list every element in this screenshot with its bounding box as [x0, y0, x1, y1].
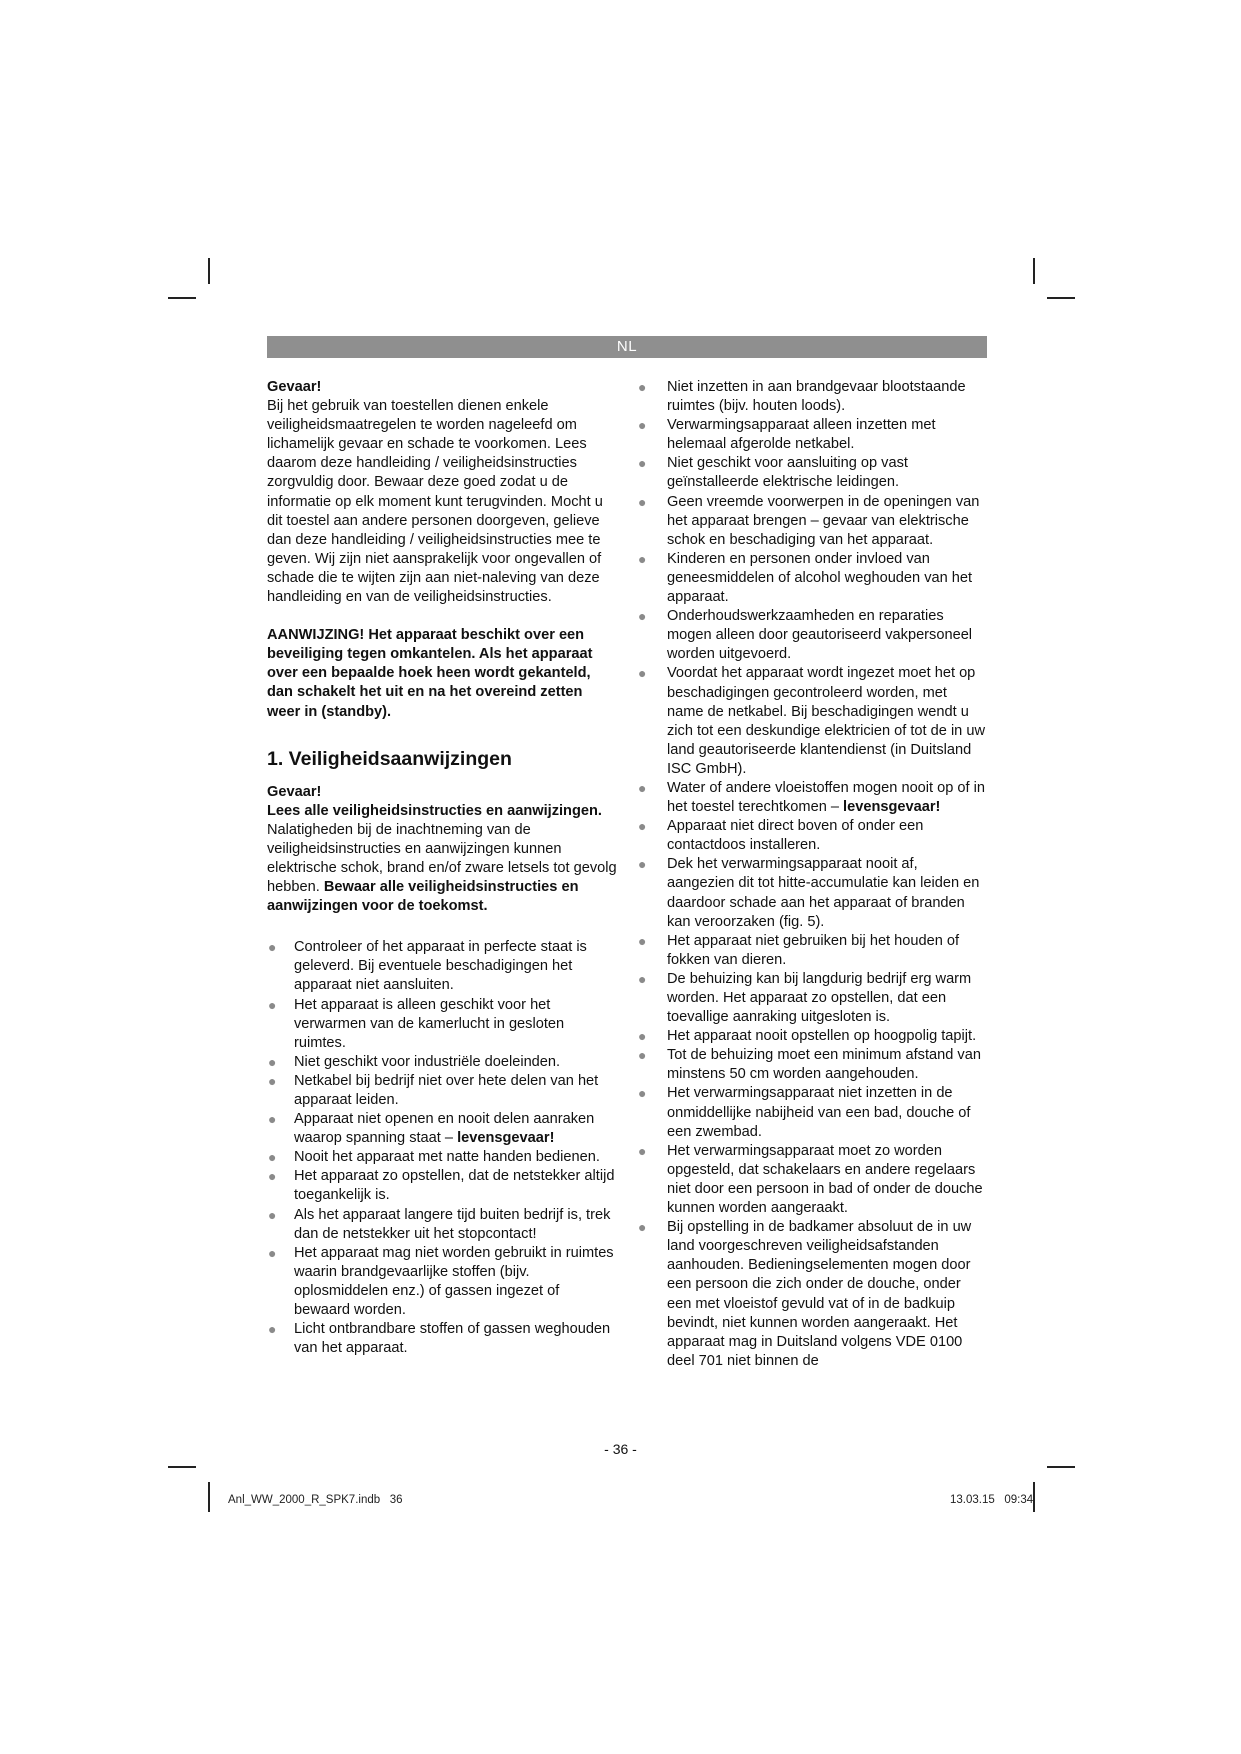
safety-warning-bold-tail: Bewaar alle veiligheidsinstructies en aanwijzingen voor de toekomst. [267, 879, 579, 915]
list-item: ● Het apparaat niet gebruiken bij het houden of fokken van dieren. [638, 932, 960, 968]
list-item: ● Verwarmingsapparaat alleen inzetten met helemaal afgerolde netkabel. [638, 417, 936, 453]
bullet-icon: ● [638, 970, 647, 987]
language-tag: NL [616, 338, 638, 355]
bullet-icon: ● [638, 550, 647, 567]
list-item: ● Niet inzetten in aan brandgevaar blootstaande ruimtes (bijv. houten loods). [638, 379, 966, 415]
list-item: ● Het apparaat nooit opstellen op hoogpolig tapijt. [637, 1027, 987, 1046]
notice-text: AANWIJZING! Het apparaat beschikt over een beveiliging tegen omkantelen. Als het apparaat over een bepaalde hoek heen wordt gekanteld, dan schakelt het uit en na het overeind zetten weer in (standby). [267, 627, 593, 720]
bullet-icon: ● [268, 1053, 277, 1070]
bullet-icon: ● [638, 379, 647, 395]
list-item: ● De behuizing kan bij langdurig bedrijf erg warm worden. Het apparaat zo opstellen, dat een toevallige aanraking uitgesloten is. [638, 970, 972, 1026]
list-item: ● Netkabel bij bedrijf niet over hete delen van het apparaat leiden. [268, 1072, 599, 1108]
list-item: ● Als het apparaat langere tijd buiten bedrijf is, trek dan de netstekker uit het stopcontact! [268, 1206, 611, 1242]
language-header-bar [267, 336, 987, 358]
bullet-icon: ● [638, 1085, 647, 1102]
right-column [637, 378, 987, 1371]
warning-title: Gevaar! [267, 379, 322, 395]
crop-mark-top-left-vertical [208, 258, 210, 284]
bullet-icon: ● [638, 1028, 647, 1045]
list-item: ● Bij opstelling in de badkamer absoluut de in uw land voorgeschreven veiligheidsafstanden aanhouden. Bedieningselementen mogen door een persoon die zich onder de douche, onder een met vloeistof gevuld vat of in de badkuip bevindt, niet kunnen worden aangeraakt. Het apparaat mag in Duitsland volgens VDE 0100 deel 701 niet binnen de [638, 1219, 972, 1369]
danger-emphasis: levensgevaar! [457, 1130, 555, 1147]
safety-warning-bold-lead: Lees alle veiligheidsinstructies en aanwijzingen. [267, 802, 602, 819]
section-title: 1. Veiligheidsaanwijzingen [267, 747, 512, 770]
bullet-icon: ● [638, 455, 647, 472]
safety-warning-title: Gevaar! [267, 783, 322, 800]
list-item: ● Dek het verwarmingsapparaat nooit af, aangezien dit tot hitte-accumulatie kan leiden en daardoor schade aan het apparaat of branden kan veroorzaken (fig. 5). [638, 856, 980, 930]
list-item: ● Niet geschikt voor industriële doeleinden. [267, 1053, 617, 1072]
left-bullet-list [267, 938, 617, 1358]
list-item: ● Geen vreemde voorwerpen in de openingen van het apparaat brengen – gevaar van elektrische schok en beschadiging van het apparaat. [638, 493, 980, 548]
file-slug: Anl_WW_2000_R_SPK7.indb 36 [228, 1494, 403, 1506]
warning-text: Bij het gebruik van toestellen dienen enkele veiligheidsmaatregelen te worden nageleefd om lichamelijk gevaar en schade te voorkomen. Lees daarom deze handleiding / veiligheidsinstructies zorgvuldig door. Bewaar deze goed zodat u de informatie op elk moment kunt terugvinden. Mocht u dit toestel aan andere personen doorgeven, gelieve dan deze handleiding / veiligheidsinstructies mee te geven. Wij zijn niet aansprakelijk voor ongevallen of schade die te wijten zijn aan niet-naleving van deze handleiding en van de veiligheidsinstructies. [267, 398, 603, 606]
bullet-icon: ● [638, 608, 647, 625]
crop-mark-top-right-horizontal [1047, 297, 1075, 299]
list-item: ● Kinderen en personen onder invloed van geneesmiddelen of alcohol weghouden van het apparaat. [638, 550, 973, 606]
bullet-icon: ● [638, 856, 647, 873]
safety-warning-paragraph [267, 802, 617, 917]
bullet-icon: ● [268, 1321, 277, 1338]
safety-warning-body: Nalatigheden bij de inachtneming van de veiligheidsinstructies en aanwijzingen kunnen elektrische schok, brand en/of zware letsels tot gevolg hebben. [267, 821, 617, 896]
crop-mark-bottom-right-horizontal [1047, 1466, 1075, 1468]
list-item: ● Onderhoudswerkzaamheden en reparaties mogen alleen door geautoriseerd vakpersoneel worden uitgevoerd. [638, 608, 973, 663]
bullet-icon: ● [268, 939, 277, 956]
bullet-icon: ● [638, 818, 647, 835]
crop-mark-top-left-horizontal [168, 297, 196, 299]
page-number: - 36 - [604, 1441, 637, 1457]
bullet-icon: ● [638, 779, 647, 796]
crop-mark-bottom-left-horizontal [168, 1466, 196, 1468]
left-column [267, 378, 617, 1358]
bullet-icon: ● [268, 1168, 277, 1185]
list-item: ● Niet geschikt voor aansluiting op vast geïnstalleerde elektrische leidingen. [638, 455, 908, 491]
bullet-icon: ● [638, 665, 647, 682]
list-item: ● Het verwarmingsapparaat niet inzetten in de onmiddellijke nabijheid van een bad, douche of een zwembad. [638, 1085, 971, 1140]
bullet-icon: ● [268, 1072, 277, 1089]
date-slug: 13.03.15 09:34 [950, 1494, 1034, 1506]
list-item: ● Licht ontbrandbare stoffen of gassen weghouden van het apparaat. [268, 1321, 611, 1357]
bullet-icon: ● [268, 1244, 277, 1261]
right-bullet-list [637, 378, 987, 1371]
crop-mark-bottom-left-vertical [208, 1482, 210, 1512]
list-item: ● Apparaat niet openen en nooit delen aanraken waarop spanning staat – levensgevaar! [268, 1111, 595, 1147]
bullet-icon: ● [268, 1111, 277, 1128]
list-item: ● Het verwarmingsapparaat moet zo worden opgesteld, dat schakelaars en andere regelaars niet door een persoon in bad of onder de douche kunnen worden aangeraakt. [638, 1142, 983, 1217]
list-item: ● Het apparaat zo opstellen, dat de netstekker altijd toegankelijk is. [268, 1168, 615, 1204]
bullet-icon: ● [638, 932, 647, 949]
bullet-icon: ● [638, 1142, 647, 1159]
list-item: ● Apparaat niet direct boven of onder een contactdoos installeren. [638, 818, 924, 854]
list-item: ● Het apparaat is alleen geschikt voor het verwarmen van de kamerlucht in gesloten ruimtes. [268, 996, 565, 1051]
danger-emphasis: levensgevaar! [843, 799, 941, 816]
list-item: ● Controleer of het apparaat in perfecte staat is geleverd. Bij eventuele beschadigingen het apparaat niet aansluiten. [268, 939, 587, 994]
bullet-icon: ● [638, 1047, 647, 1064]
bullet-icon: ● [268, 996, 277, 1013]
list-item: ● Water of andere vloeistoffen mogen nooit op of in het toestel terechtkomen – levensgevaar! [638, 779, 986, 816]
bullet-icon: ● [268, 1149, 277, 1166]
bullet-icon: ● [268, 1206, 277, 1223]
bullet-icon: ● [638, 417, 647, 434]
crop-mark-top-right-vertical [1033, 258, 1035, 284]
bullet-icon: ● [638, 493, 647, 510]
list-item: ● Tot de behuizing moet een minimum afstand van minstens 50 cm worden aangehouden. [638, 1047, 981, 1083]
list-item: ● Voordat het apparaat wordt ingezet moet het op beschadigingen gecontroleerd worden, met name de netkabel. Bij beschadigingen wendt u zich tot een deskundige elektricien of tot de in uw land geautoriseerde klantendienst (in Duitsland ISC GmbH). [638, 665, 986, 777]
crop-mark-bottom-right-vertical [1033, 1482, 1035, 1512]
bullet-icon: ● [638, 1219, 647, 1236]
list-item: ● Het apparaat mag niet worden gebruikt in ruimtes waarin brandgevaarlijke stoffen (bijv. oplosmiddelen enz.) of gassen ingezet of bewaard worden. [268, 1244, 614, 1319]
list-item: ● Nooit het apparaat met natte handen bedienen. [267, 1148, 617, 1167]
